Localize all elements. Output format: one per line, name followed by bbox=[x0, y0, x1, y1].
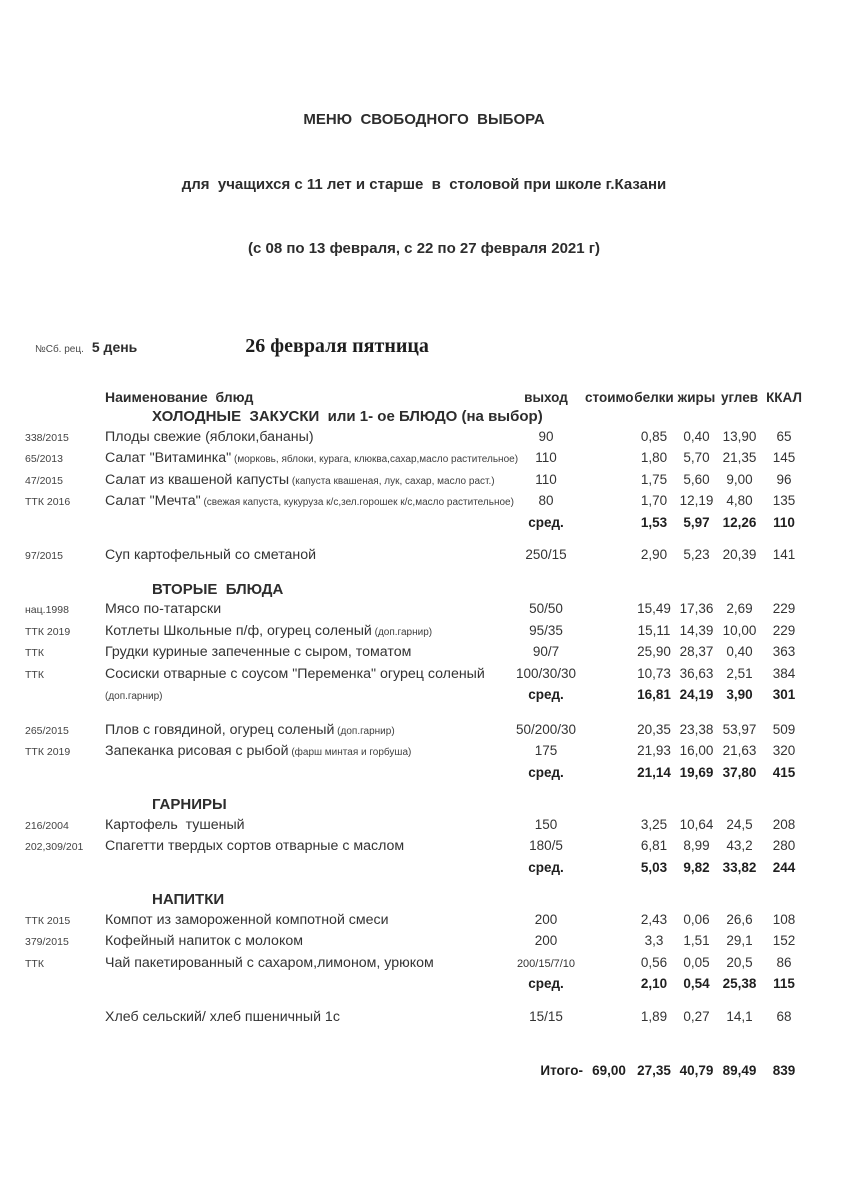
dish-fat: 8,99 bbox=[683, 838, 710, 853]
dish-kcal: 96 bbox=[776, 471, 792, 487]
total-kcal: 839 bbox=[772, 1063, 796, 1078]
dish-name-cell bbox=[105, 427, 507, 448]
dish-protein: 0,56 bbox=[640, 954, 668, 970]
dish-kcal: 229 bbox=[772, 601, 796, 616]
dish-fat: 5,97 bbox=[683, 514, 710, 530]
dish-title: Мясо по-татарски bbox=[105, 601, 222, 617]
dish-name-cell bbox=[105, 685, 507, 707]
dish-carbs: 13,90 bbox=[722, 428, 757, 444]
menu-row bbox=[0, 664, 848, 686]
dish-protein: 10,73 bbox=[637, 665, 671, 681]
dish-fat: 0,54 bbox=[683, 976, 710, 991]
dish-name-cell bbox=[105, 448, 519, 470]
dish-code: 216/2004 bbox=[25, 819, 69, 832]
dish-title: Плов с говядиной, огурец соленый bbox=[105, 721, 335, 738]
dish-out: сред. bbox=[528, 976, 564, 991]
dish-code: 379/2015 bbox=[25, 936, 69, 948]
dish-title: Салат из квашеной капусты bbox=[105, 471, 290, 488]
dish-kcal: 301 bbox=[772, 687, 796, 702]
dish-code: ТТК bbox=[25, 957, 44, 970]
dish-fat: 12,19 bbox=[679, 493, 714, 508]
dish-name-cell bbox=[105, 599, 507, 620]
dish-fat: 16,00 bbox=[679, 743, 714, 758]
dish-carbs: 33,82 bbox=[722, 859, 757, 875]
dish-kcal: 244 bbox=[772, 859, 796, 875]
dish-ingredients: (свежая капуста, кукуруза к/с,зел.горошек к/с,масло растительное) bbox=[200, 497, 514, 508]
menu-date: 26 февраля пятница bbox=[245, 334, 429, 357]
recipe-book-label: №Сб. рец. bbox=[35, 343, 84, 355]
dish-name-cell bbox=[105, 545, 507, 566]
dish-out: 175 bbox=[534, 743, 558, 758]
section-gap bbox=[0, 532, 848, 545]
dish-code: 202,309/201 bbox=[25, 841, 84, 853]
menu-row bbox=[0, 910, 848, 932]
meta-row bbox=[0, 335, 848, 358]
dish-carbs: 43,2 bbox=[726, 838, 753, 853]
dish-ingredients: (морковь, яблоки, курага, клюква,сахар,масло растительное) bbox=[231, 454, 519, 465]
dish-title: Грудки куриные запеченные с сыром, томатом bbox=[105, 644, 412, 660]
dish-protein: 0,85 bbox=[640, 428, 668, 444]
dish-carbs: 21,63 bbox=[722, 743, 757, 758]
dish-code: ТТК bbox=[25, 668, 44, 681]
menu-row bbox=[0, 685, 848, 707]
dish-name-cell bbox=[105, 910, 507, 931]
dish-ingredients: (капуста квашеная, лук, сахар, масло раст.) bbox=[289, 475, 495, 487]
doc-period: (с 08 по 13 февраля, с 22 по 27 февраля 2021 г) bbox=[247, 240, 601, 257]
dish-carbs: 12,26 bbox=[722, 514, 757, 530]
dish-fat: 0,27 bbox=[683, 1008, 710, 1024]
dish-protein: 6,81 bbox=[640, 838, 668, 853]
dish-code: нац.1998 bbox=[25, 604, 69, 616]
dish-carbs: 29,1 bbox=[726, 933, 753, 948]
dish-kcal: 86 bbox=[776, 954, 792, 970]
day-number: 5 день bbox=[91, 338, 138, 355]
dish-title: Хлеб сельский/ хлеб пшеничный 1с bbox=[105, 1008, 340, 1025]
dish-kcal: 280 bbox=[772, 838, 796, 853]
dish-name-cell bbox=[105, 741, 507, 763]
dish-title: Сосиски отварные с соусом "Переменка" огурец соленый bbox=[105, 665, 485, 682]
dish-protein: 20,35 bbox=[637, 721, 671, 737]
col-protein: белки bbox=[634, 389, 674, 405]
total-row bbox=[0, 1061, 848, 1081]
dish-protein: 3,3 bbox=[644, 933, 664, 948]
doc-subtitle: для учащихся с 11 лет и старше в столовой при школе г.Казани bbox=[181, 175, 667, 193]
menu-row bbox=[0, 470, 848, 492]
dish-fat: 0,06 bbox=[683, 911, 710, 927]
dish-protein: 5,03 bbox=[640, 859, 668, 875]
dish-carbs: 9,00 bbox=[726, 471, 753, 487]
menu-row bbox=[0, 763, 848, 783]
menu-row bbox=[0, 974, 848, 994]
dish-code: 97/2015 bbox=[25, 550, 63, 562]
dish-out: 95/35 bbox=[529, 622, 563, 638]
section-gap bbox=[0, 782, 848, 795]
dish-fat: 23,38 bbox=[679, 721, 714, 737]
dish-ingredients: (доп.гарнир) bbox=[371, 626, 433, 638]
dish-code: ТТК 2019 bbox=[25, 746, 71, 758]
dish-title: Чай пакетированный с сахаром,лимоном, урюком bbox=[105, 954, 434, 971]
dish-out: 90 bbox=[538, 428, 554, 444]
dish-kcal: 135 bbox=[772, 493, 796, 508]
dish-out: сред. bbox=[528, 764, 564, 780]
dish-name-cell bbox=[105, 1007, 507, 1028]
total-fat: 40,79 bbox=[679, 1063, 714, 1078]
menu-row bbox=[0, 448, 848, 470]
dish-carbs: 21,35 bbox=[722, 450, 757, 465]
dish-title: Компот из замороженной компотной смеси bbox=[105, 911, 389, 928]
dish-protein: 2,43 bbox=[640, 911, 668, 927]
menu-row bbox=[0, 427, 848, 449]
dish-fat: 5,60 bbox=[683, 471, 710, 487]
dish-kcal: 108 bbox=[772, 911, 796, 927]
section-title: ВТОРЫЕ БЛЮДА bbox=[152, 580, 284, 598]
total-label: Итого- bbox=[540, 1063, 583, 1078]
dish-fat: 36,63 bbox=[679, 665, 714, 681]
menu-row bbox=[0, 545, 848, 567]
dish-out: 200/15/7/10 bbox=[516, 957, 576, 970]
dish-protein: 15,49 bbox=[637, 601, 671, 616]
dish-kcal: 110 bbox=[773, 514, 795, 530]
section-gap bbox=[0, 567, 848, 580]
dish-kcal: 115 bbox=[773, 976, 795, 991]
dish-kcal: 384 bbox=[772, 665, 796, 681]
dish-fat: 24,19 bbox=[679, 687, 714, 702]
dish-protein: 21,14 bbox=[637, 764, 671, 780]
dish-ingredients: (доп.гарнир) bbox=[334, 725, 395, 737]
menu-row bbox=[0, 836, 848, 858]
dish-code: 65/2013 bbox=[25, 453, 63, 465]
dish-kcal: 415 bbox=[772, 764, 796, 780]
dish-title: Спагетти твердых сортов отварные с маслом bbox=[105, 838, 405, 854]
dish-protein: 25,90 bbox=[637, 644, 671, 659]
dish-fat: 9,82 bbox=[683, 859, 710, 875]
section-gap bbox=[0, 994, 848, 1007]
dish-fat: 28,37 bbox=[679, 644, 714, 659]
dish-carbs: 20,39 bbox=[722, 547, 757, 562]
dish-out: 110 bbox=[535, 450, 557, 465]
dish-kcal: 363 bbox=[772, 644, 796, 659]
dish-out: 90/7 bbox=[532, 644, 560, 659]
dish-protein: 15,11 bbox=[637, 622, 671, 638]
dish-kcal: 229 bbox=[772, 622, 796, 638]
dish-kcal: 145 bbox=[772, 450, 796, 465]
doc-title: МЕНЮ СВОБОДНОГО ВЫБОРА bbox=[303, 111, 545, 128]
dish-protein: 1,70 bbox=[640, 493, 668, 508]
dish-fat: 0,40 bbox=[683, 428, 710, 444]
document-header bbox=[0, 0, 848, 303]
dish-title: Плоды свежие (яблоки,бананы) bbox=[105, 428, 314, 445]
total-cost: 69,00 bbox=[592, 1063, 626, 1078]
dish-code: 47/2015 bbox=[25, 474, 63, 487]
menu-row bbox=[0, 491, 848, 513]
dish-out: 80 bbox=[538, 493, 554, 508]
menu-row bbox=[0, 599, 848, 621]
menu-row bbox=[0, 642, 848, 664]
dish-protein: 1,80 bbox=[640, 450, 668, 465]
dish-fat: 0,05 bbox=[683, 954, 710, 970]
total-carbs: 89,49 bbox=[722, 1063, 757, 1078]
menu-row bbox=[0, 1007, 848, 1028]
dish-kcal: 68 bbox=[776, 1008, 792, 1024]
menu-row bbox=[0, 931, 848, 953]
dish-out: 110 bbox=[535, 471, 557, 487]
dish-carbs: 37,80 bbox=[722, 764, 757, 780]
section-title: ХОЛОДНЫЕ ЗАКУСКИ или 1- ое БЛЮДО (на выбор) bbox=[152, 408, 543, 425]
dish-carbs: 2,69 bbox=[726, 601, 753, 616]
dish-carbs: 20,5 bbox=[726, 954, 753, 970]
dish-protein: 1,89 bbox=[640, 1008, 668, 1024]
dish-out: 180/5 bbox=[529, 838, 563, 853]
dish-out: 200 bbox=[534, 911, 558, 927]
dish-kcal: 141 bbox=[772, 547, 796, 562]
menu-table-body bbox=[0, 407, 848, 1027]
dish-out: 50/50 bbox=[529, 601, 563, 616]
dish-name-cell bbox=[105, 642, 507, 663]
section-title: НАПИТКИ bbox=[152, 891, 225, 908]
dish-fat: 10,64 bbox=[679, 816, 714, 832]
dish-carbs: 0,40 bbox=[726, 644, 753, 659]
dish-carbs: 14,1 bbox=[726, 1008, 753, 1024]
dish-fat: 17,36 bbox=[679, 601, 714, 616]
section-gap bbox=[0, 707, 848, 720]
dish-carbs: 25,38 bbox=[722, 976, 757, 991]
dish-kcal: 509 bbox=[772, 721, 796, 737]
dish-out: 200 bbox=[534, 933, 558, 948]
section-gap bbox=[0, 877, 848, 890]
col-out: выход bbox=[524, 389, 568, 405]
dish-out: сред. bbox=[528, 687, 564, 702]
dish-protein: 21,93 bbox=[637, 743, 671, 758]
dish-protein: 1,53 bbox=[640, 514, 668, 530]
total-protein: 27,35 bbox=[637, 1063, 671, 1078]
dish-kcal: 65 bbox=[776, 428, 792, 444]
menu-row bbox=[0, 858, 848, 878]
dish-name-cell bbox=[105, 836, 507, 857]
menu-row bbox=[0, 720, 848, 742]
dish-title: Запеканка рисовая с рыбой bbox=[105, 743, 289, 759]
col-fat: жиры bbox=[677, 389, 716, 405]
menu-row bbox=[0, 953, 848, 975]
dish-code: 265/2015 bbox=[25, 724, 69, 737]
dish-code: ТТК 2015 bbox=[25, 914, 71, 927]
dish-kcal: 320 bbox=[772, 743, 796, 758]
dish-protein: 3,25 bbox=[640, 816, 668, 832]
col-cost: стоимо bbox=[585, 389, 634, 405]
dish-title: Кофейный напиток с молоком bbox=[105, 933, 303, 949]
table-header-row bbox=[0, 388, 848, 408]
dish-code: ТТК 2019 bbox=[25, 625, 71, 638]
dish-fat: 19,69 bbox=[679, 764, 714, 780]
dish-code: ТТК bbox=[25, 647, 44, 659]
dish-carbs: 24,5 bbox=[726, 816, 753, 832]
dish-kcal: 152 bbox=[772, 933, 796, 948]
dish-title: Котлеты Школьные п/ф, огурец соленый bbox=[105, 622, 372, 639]
col-kcal: ККАЛ bbox=[766, 389, 802, 405]
dish-out: сред. bbox=[528, 514, 564, 530]
menu-row bbox=[0, 815, 848, 837]
menu-row bbox=[0, 621, 848, 643]
menu-row bbox=[0, 513, 848, 533]
dish-name-cell bbox=[105, 720, 507, 742]
dish-carbs: 26,6 bbox=[726, 911, 753, 927]
dish-title: Картофель тушеный bbox=[105, 816, 245, 833]
dish-carbs: 3,90 bbox=[726, 687, 753, 702]
dish-out: 50/200/30 bbox=[515, 721, 577, 737]
section-title: ГАРНИРЫ bbox=[152, 796, 227, 813]
dish-fat: 14,39 bbox=[679, 622, 714, 638]
dish-ingredients: (фарш минтая и горбуша) bbox=[288, 747, 412, 758]
dish-protein: 2,90 bbox=[640, 547, 668, 562]
dish-code: 338/2015 bbox=[25, 431, 69, 444]
dish-name-cell bbox=[105, 621, 507, 643]
dish-out: 250/15 bbox=[525, 547, 567, 562]
dish-fat: 1,51 bbox=[683, 933, 710, 948]
dish-name-cell bbox=[105, 815, 507, 836]
menu-row bbox=[0, 741, 848, 763]
dish-title: Салат "Мечта" bbox=[105, 493, 201, 509]
dish-ingredients: (доп.гарнир) bbox=[105, 691, 163, 702]
dish-out: 150 bbox=[534, 816, 558, 832]
col-dish-name: Наименование блюд bbox=[105, 388, 254, 405]
dish-protein: 1,75 bbox=[640, 471, 668, 487]
dish-carbs: 2,51 bbox=[726, 665, 753, 681]
dish-name-cell bbox=[105, 953, 507, 974]
dish-kcal: 208 bbox=[772, 816, 796, 832]
dish-carbs: 53,97 bbox=[722, 721, 757, 737]
col-carbs: углев bbox=[721, 389, 758, 405]
dish-fat: 5,70 bbox=[683, 450, 710, 465]
dish-title: Суп картофельный со сметаной bbox=[105, 547, 317, 563]
dish-code: ТТК 2016 bbox=[25, 496, 71, 508]
dish-carbs: 4,80 bbox=[726, 493, 753, 508]
dish-name-cell bbox=[105, 664, 507, 685]
dish-name-cell bbox=[105, 470, 507, 492]
dish-title: Салат "Витаминка" bbox=[105, 450, 232, 466]
dish-fat: 5,23 bbox=[683, 547, 710, 562]
dish-out: сред. bbox=[528, 859, 564, 875]
dish-carbs: 10,00 bbox=[722, 622, 757, 638]
dish-protein: 2,10 bbox=[640, 976, 668, 991]
dish-out: 100/30/30 bbox=[515, 665, 577, 681]
dish-out: 15/15 bbox=[529, 1008, 563, 1024]
dish-protein: 16,81 bbox=[637, 687, 671, 702]
dish-name-cell bbox=[105, 931, 507, 952]
dish-name-cell bbox=[105, 491, 514, 513]
